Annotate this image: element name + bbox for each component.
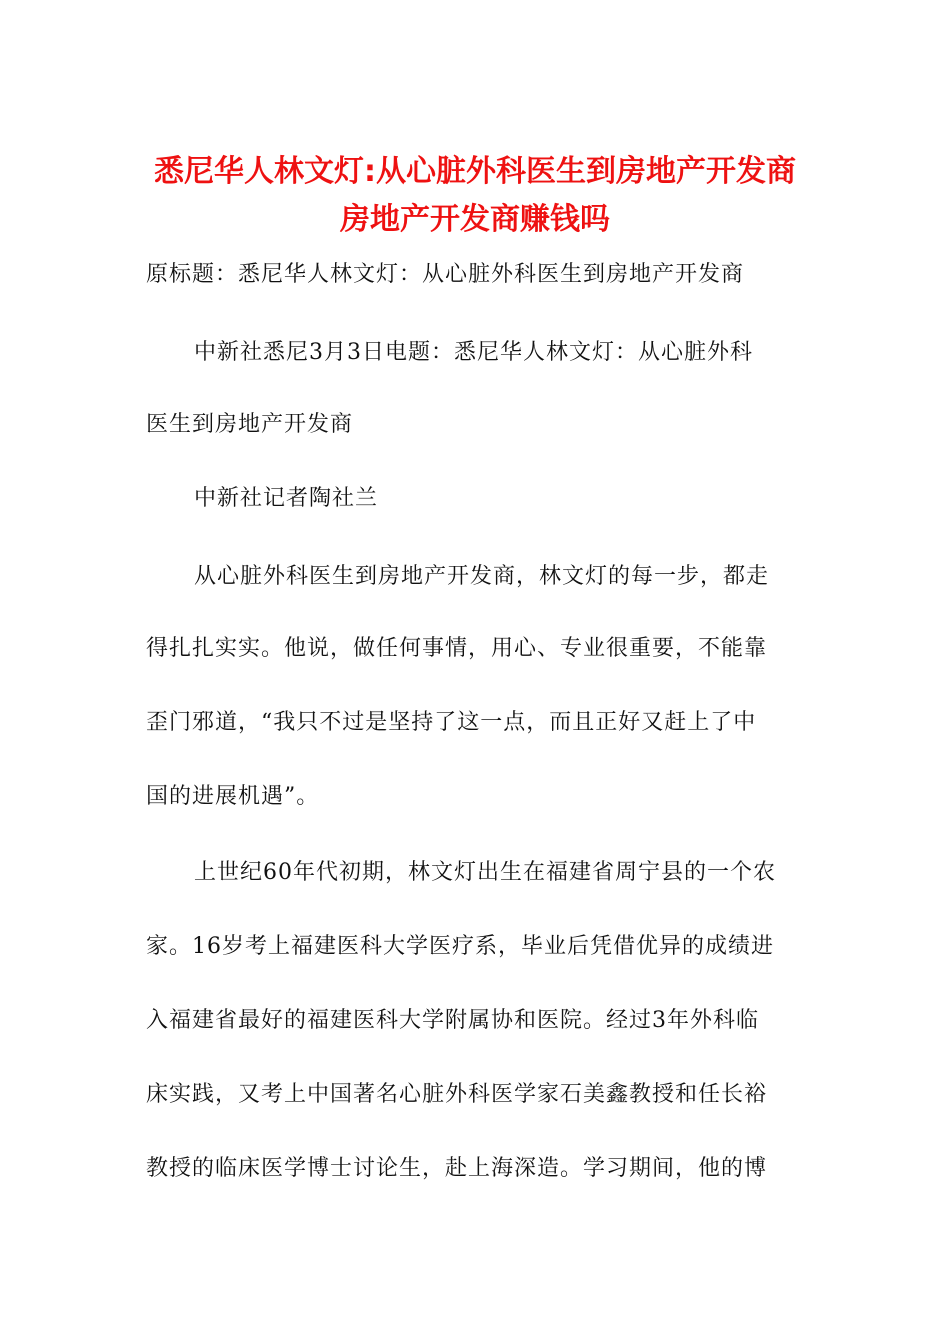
text-line: 入福建省最好的福建医科大学附属协和医院。经过3年外科临 <box>146 1008 759 1033</box>
text-line-dateline: 中新社悉尼3月3日电题：悉尼华人林文灯：从心脏外科 <box>194 340 753 365</box>
text-line: 教授的临床医学博士讨论生，赴上海深造。学习期间，他的博 <box>146 1156 768 1181</box>
text-line: 从心脏外科医生到房地产开发商，林文灯的每一步，都走 <box>194 564 770 589</box>
text-line: 歪门邪道，“我只不过是坚持了这一点，而且正好又赶上了中 <box>146 710 757 735</box>
document-title: 悉尼华人林文灯:从心脏外科医生到房地产开发商 房地产开发商赚钱吗 <box>154 154 796 237</box>
text-line: 床实践，又考上中国著名心脏外科医学家石美鑫教授和任长裕 <box>146 1082 768 1107</box>
text-line: 家。16岁考上福建医科大学医疗系，毕业后凭借优异的成绩进 <box>146 934 774 959</box>
text-line-reporter: 中新社记者陶社兰 <box>194 486 379 511</box>
text-line: 上世纪60年代初期，林文灯出生在福建省周宁县的一个农 <box>194 860 776 885</box>
text-line: 医生到房地产开发商 <box>146 412 354 437</box>
text-line: 得扎扎实实。他说，做任何事情，用心、专业很重要，不能靠 <box>146 636 768 661</box>
text-line-original-title: 原标题：悉尼华人林文灯：从心脏外科医生到房地产开发商 <box>146 262 745 287</box>
text-line: 国的进展机遇”。 <box>146 784 320 809</box>
